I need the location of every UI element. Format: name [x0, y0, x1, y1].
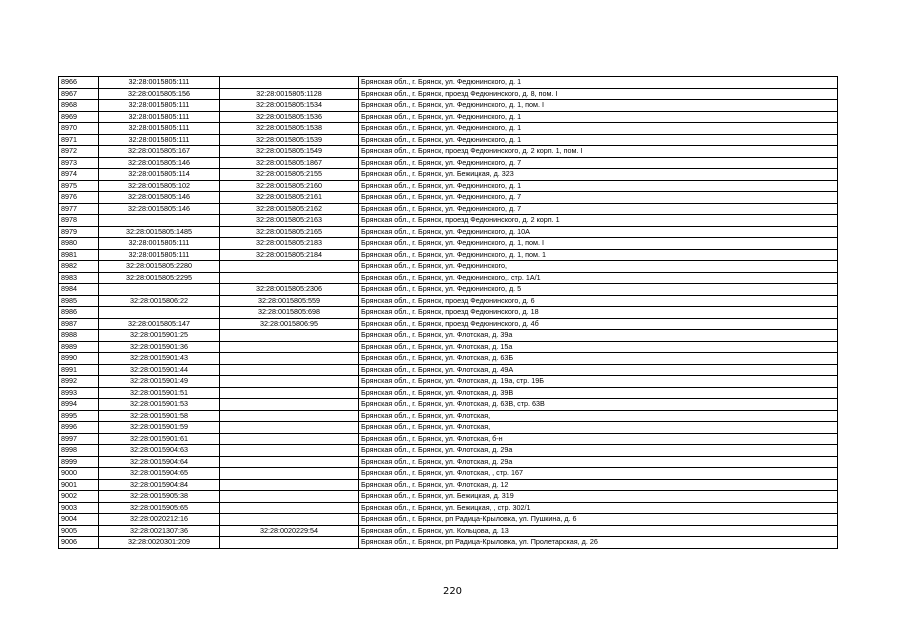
row-number-cell: 9005 — [59, 525, 99, 537]
table-row — [59, 514, 838, 526]
row-number-cell: 8998 — [59, 445, 99, 457]
row-number-cell: 9006 — [59, 537, 99, 549]
row-number-cell: 8975 — [59, 180, 99, 192]
cadastral-number-cell — [99, 284, 220, 296]
cadastral-number-cell: 32:28:0015901:49 — [99, 376, 220, 388]
row-number-cell: 9003 — [59, 502, 99, 514]
table-row — [59, 272, 838, 284]
registry-table-body — [59, 77, 838, 549]
row-number-cell: 8969 — [59, 111, 99, 123]
cadastral-number-cell: 32:28:0015901:61 — [99, 433, 220, 445]
row-number-cell: 8977 — [59, 203, 99, 215]
cadastral-number-cell: 32:28:0015901:36 — [99, 341, 220, 353]
cadastral-number-cell: 32:28:0015806:22 — [99, 295, 220, 307]
table-row — [59, 537, 838, 549]
row-number-cell: 8980 — [59, 238, 99, 250]
cadastral-number-cell: 32:28:0015901:53 — [99, 399, 220, 411]
object-number-cell — [220, 364, 359, 376]
table-row — [59, 134, 838, 146]
object-number-cell: 32:28:0015805:2162 — [220, 203, 359, 215]
address-cell: Брянская обл., г. Брянск, ул. Кольцова, д. 13 — [359, 525, 838, 537]
address-cell: Брянская обл., г. Брянск, ул. Флотская, — [359, 422, 838, 434]
cadastral-number-cell: 32:28:0015805:146 — [99, 203, 220, 215]
table-row — [59, 330, 838, 342]
row-number-cell: 8990 — [59, 353, 99, 365]
row-number-cell: 8992 — [59, 376, 99, 388]
address-cell: Брянская обл., г. Брянск, ул. Федюнинского,. стр. 1А/1 — [359, 272, 838, 284]
object-number-cell — [220, 261, 359, 273]
table-row — [59, 146, 838, 158]
cadastral-number-cell: 32:28:0015905:38 — [99, 491, 220, 503]
table-row — [59, 284, 838, 296]
row-number-cell: 9002 — [59, 491, 99, 503]
address-cell: Брянская обл., г. Брянск, ул. Флотская, д. 39а — [359, 330, 838, 342]
row-number-cell: 8988 — [59, 330, 99, 342]
address-cell: Брянская обл., г. Брянск, проезд Федюнинского, д. 8, пом. I — [359, 88, 838, 100]
table-row — [59, 456, 838, 468]
object-number-cell — [220, 456, 359, 468]
cadastral-number-cell: 32:28:0015805:146 — [99, 157, 220, 169]
object-number-cell — [220, 376, 359, 388]
address-cell: Брянская обл., г. Брянск, ул. Флотская, д. 29а — [359, 445, 838, 457]
object-number-cell — [220, 433, 359, 445]
address-cell: Брянская обл., г. Брянск, рп Радица-Крыловка, ул. Пушкина, д. 6 — [359, 514, 838, 526]
address-cell: Брянская обл., г. Брянск, ул. Федюнинского, д. 7 — [359, 157, 838, 169]
cadastral-number-cell: 32:28:0015805:111 — [99, 249, 220, 261]
row-number-cell: 8999 — [59, 456, 99, 468]
cadastral-number-cell: 32:28:0015805:102 — [99, 180, 220, 192]
object-number-cell: 32:28:0015805:1536 — [220, 111, 359, 123]
address-cell: Брянская обл., г. Брянск, ул. Бежицкая, д. 319 — [359, 491, 838, 503]
row-number-cell: 8967 — [59, 88, 99, 100]
object-number-cell: 32:28:0015805:2184 — [220, 249, 359, 261]
cadastral-number-cell: 32:28:0015805:167 — [99, 146, 220, 158]
address-cell: Брянская обл., г. Брянск, ул. Федюнинского, д. 5 — [359, 284, 838, 296]
row-number-cell: 8984 — [59, 284, 99, 296]
object-number-cell: 32:28:0015805:2163 — [220, 215, 359, 227]
cadastral-number-cell: 32:28:0020212:16 — [99, 514, 220, 526]
row-number-cell: 8968 — [59, 100, 99, 112]
object-number-cell — [220, 479, 359, 491]
row-number-cell: 8993 — [59, 387, 99, 399]
table-row — [59, 111, 838, 123]
table-row — [59, 353, 838, 365]
table-row — [59, 502, 838, 514]
table-row — [59, 295, 838, 307]
table-row — [59, 387, 838, 399]
table-row — [59, 261, 838, 273]
page-number: 220 — [442, 586, 463, 597]
address-cell: Брянская обл., г. Брянск, ул. Федюнинского, д. 1 — [359, 134, 838, 146]
address-cell: Брянская обл., г. Брянск, проезд Федюнинского, д. 18 — [359, 307, 838, 319]
row-number-cell: 8997 — [59, 433, 99, 445]
address-cell: Брянская обл., г. Брянск, проезд Федюнинского, д. 2 корп. 1, пом. I — [359, 146, 838, 158]
object-number-cell: 32:28:0015805:698 — [220, 307, 359, 319]
cadastral-number-cell: 32:28:0015805:156 — [99, 88, 220, 100]
object-number-cell — [220, 272, 359, 284]
row-number-cell: 8970 — [59, 123, 99, 135]
cadastral-number-cell: 32:28:0015904:63 — [99, 445, 220, 457]
object-number-cell — [220, 502, 359, 514]
table-row — [59, 88, 838, 100]
row-number-cell: 8981 — [59, 249, 99, 261]
object-number-cell — [220, 387, 359, 399]
row-number-cell: 8974 — [59, 169, 99, 181]
address-cell: Брянская обл., г. Брянск, ул. Флотская, , стр. 167 — [359, 468, 838, 480]
address-cell: Брянская обл., г. Брянск, ул. Флотская, д. 63Б — [359, 353, 838, 365]
row-number-cell: 8991 — [59, 364, 99, 376]
table-row — [59, 192, 838, 204]
row-number-cell: 8979 — [59, 226, 99, 238]
address-cell: Брянская обл., г. Брянск, ул. Флотская, д. 12 — [359, 479, 838, 491]
row-number-cell: 8972 — [59, 146, 99, 158]
object-number-cell: 32:28:0015805:1534 — [220, 100, 359, 112]
object-number-cell — [220, 491, 359, 503]
cadastral-number-cell: 32:28:0015901:58 — [99, 410, 220, 422]
address-cell: Брянская обл., г. Брянск, ул. Федюнинского, д. 1, пом. 1 — [359, 249, 838, 261]
object-number-cell: 32:28:0015805:1539 — [220, 134, 359, 146]
cadastral-number-cell: 32:28:0015901:25 — [99, 330, 220, 342]
cadastral-number-cell: 32:28:0015805:2295 — [99, 272, 220, 284]
address-cell: Брянская обл., г. Брянск, ул. Федюнинского, — [359, 261, 838, 273]
table-row — [59, 180, 838, 192]
row-number-cell: 8983 — [59, 272, 99, 284]
table-row — [59, 307, 838, 319]
object-number-cell — [220, 330, 359, 342]
table-row — [59, 422, 838, 434]
table-row — [59, 203, 838, 215]
row-number-cell: 8989 — [59, 341, 99, 353]
table-row — [59, 433, 838, 445]
object-number-cell: 32:28:0015805:1549 — [220, 146, 359, 158]
address-cell: Брянская обл., г. Брянск, ул. Федюнинского, д. 7 — [359, 192, 838, 204]
cadastral-number-cell: 32:28:0015805:111 — [99, 238, 220, 250]
table-row — [59, 77, 838, 89]
cadastral-number-cell: 32:28:0015904:65 — [99, 468, 220, 480]
table-row — [59, 238, 838, 250]
object-number-cell: 32:28:0015805:2160 — [220, 180, 359, 192]
cadastral-number-cell: 32:28:0015904:84 — [99, 479, 220, 491]
cadastral-number-cell: 32:28:0021307:36 — [99, 525, 220, 537]
object-number-cell: 32:28:0015805:559 — [220, 295, 359, 307]
table-row — [59, 525, 838, 537]
address-cell: Брянская обл., г. Брянск, ул. Флотская, д. 49А — [359, 364, 838, 376]
address-cell: Брянская обл., г. Брянск, рп Радица-Крыловка, ул. Пролетарская, д. 26 — [359, 537, 838, 549]
object-number-cell: 32:28:0015805:2155 — [220, 169, 359, 181]
table-row — [59, 100, 838, 112]
object-number-cell: 32:28:0015805:1538 — [220, 123, 359, 135]
table-row — [59, 479, 838, 491]
cadastral-number-cell: 32:28:0015901:51 — [99, 387, 220, 399]
address-cell: Брянская обл., г. Брянск, ул. Флотская, д. 19а, стр. 19Б — [359, 376, 838, 388]
object-number-cell: 32:28:0015806:95 — [220, 318, 359, 330]
row-number-cell: 8976 — [59, 192, 99, 204]
address-cell: Брянская обл., г. Брянск, проезд Федюнинского, д. 2 корп. 1 — [359, 215, 838, 227]
table-row — [59, 123, 838, 135]
row-number-cell: 8971 — [59, 134, 99, 146]
row-number-cell: 8985 — [59, 295, 99, 307]
object-number-cell — [220, 399, 359, 411]
object-number-cell: 32:28:0020229:54 — [220, 525, 359, 537]
cadastral-number-cell: 32:28:0015805:111 — [99, 77, 220, 89]
cadastral-number-cell: 32:28:0015805:111 — [99, 111, 220, 123]
row-number-cell: 9000 — [59, 468, 99, 480]
address-cell: Брянская обл., г. Брянск, ул. Федюнинского, д. 1 — [359, 77, 838, 89]
object-number-cell: 32:28:0015805:2161 — [220, 192, 359, 204]
address-cell: Брянская обл., г. Брянск, ул. Федюнинского, д. 1 — [359, 180, 838, 192]
object-number-cell — [220, 77, 359, 89]
cadastral-number-cell: 32:28:0020301:209 — [99, 537, 220, 549]
object-number-cell — [220, 514, 359, 526]
row-number-cell: 9001 — [59, 479, 99, 491]
table-row — [59, 249, 838, 261]
cadastral-number-cell: 32:28:0015901:59 — [99, 422, 220, 434]
address-cell: Брянская обл., г. Брянск, ул. Федюнинского, д. 1, пом. I — [359, 238, 838, 250]
object-number-cell — [220, 537, 359, 549]
row-number-cell: 8987 — [59, 318, 99, 330]
row-number-cell: 8994 — [59, 399, 99, 411]
table-row — [59, 226, 838, 238]
address-cell: Брянская обл., г. Брянск, ул. Бежицкая, д. 323 — [359, 169, 838, 181]
object-number-cell: 32:28:0015805:2165 — [220, 226, 359, 238]
table-row — [59, 215, 838, 227]
cadastral-number-cell: 32:28:0015901:44 — [99, 364, 220, 376]
object-number-cell: 32:28:0015805:1128 — [220, 88, 359, 100]
address-cell: Брянская обл., г. Брянск, проезд Федюнинского, д. 4б — [359, 318, 838, 330]
row-number-cell: 8982 — [59, 261, 99, 273]
address-cell: Брянская обл., г. Брянск, ул. Флотская, д. 63В, стр. 63В — [359, 399, 838, 411]
address-cell: Брянская обл., г. Брянск, ул. Флотская, д. 29а — [359, 456, 838, 468]
address-cell: Брянская обл., г. Брянск, ул. Федюнинского, д. 1, пом. I — [359, 100, 838, 112]
address-cell: Брянская обл., г. Брянск, ул. Федюнинского, д. 7 — [359, 203, 838, 215]
row-number-cell: 8986 — [59, 307, 99, 319]
object-number-cell — [220, 445, 359, 457]
table-row — [59, 376, 838, 388]
object-number-cell: 32:28:0015805:2183 — [220, 238, 359, 250]
cadastral-number-cell: 32:28:0015901:43 — [99, 353, 220, 365]
table-row — [59, 399, 838, 411]
table-row — [59, 318, 838, 330]
address-cell: Брянская обл., г. Брянск, проезд Федюнинского, д. 6 — [359, 295, 838, 307]
table-row — [59, 468, 838, 480]
table-row — [59, 341, 838, 353]
address-cell: Брянская обл., г. Брянск, ул. Бежицкая, , стр. 302/1 — [359, 502, 838, 514]
row-number-cell: 8978 — [59, 215, 99, 227]
table-row — [59, 169, 838, 181]
row-number-cell: 8973 — [59, 157, 99, 169]
cadastral-number-cell: 32:28:0015805:2280 — [99, 261, 220, 273]
address-cell: Брянская обл., г. Брянск, ул. Флотская, — [359, 410, 838, 422]
object-number-cell — [220, 341, 359, 353]
registry-table — [58, 76, 838, 549]
cadastral-number-cell: 32:28:0015805:146 — [99, 192, 220, 204]
address-cell: Брянская обл., г. Брянск, ул. Федюнинского, д. 10А — [359, 226, 838, 238]
address-cell: Брянская обл., г. Брянск, ул. Федюнинского, д. 1 — [359, 111, 838, 123]
address-cell: Брянская обл., г. Брянск, ул. Флотская, б-н — [359, 433, 838, 445]
address-cell: Брянская обл., г. Брянск, ул. Федюнинского, д. 1 — [359, 123, 838, 135]
object-number-cell: 32:28:0015805:1867 — [220, 157, 359, 169]
table-row — [59, 157, 838, 169]
object-number-cell — [220, 422, 359, 434]
cadastral-number-cell: 32:28:0015905:65 — [99, 502, 220, 514]
object-number-cell — [220, 353, 359, 365]
row-number-cell: 8996 — [59, 422, 99, 434]
cadastral-number-cell: 32:28:0015805:1485 — [99, 226, 220, 238]
cadastral-number-cell — [99, 215, 220, 227]
cadastral-number-cell: 32:28:0015805:147 — [99, 318, 220, 330]
row-number-cell: 9004 — [59, 514, 99, 526]
object-number-cell — [220, 410, 359, 422]
table-row — [59, 445, 838, 457]
address-cell: Брянская обл., г. Брянск, ул. Флотская, д. 15а — [359, 341, 838, 353]
cadastral-number-cell — [99, 307, 220, 319]
object-number-cell: 32:28:0015805:2306 — [220, 284, 359, 296]
cadastral-number-cell: 32:28:0015904:64 — [99, 456, 220, 468]
table-row — [59, 410, 838, 422]
cadastral-number-cell: 32:28:0015805:114 — [99, 169, 220, 181]
row-number-cell: 8995 — [59, 410, 99, 422]
object-number-cell — [220, 468, 359, 480]
table-row — [59, 364, 838, 376]
cadastral-number-cell: 32:28:0015805:111 — [99, 123, 220, 135]
address-cell: Брянская обл., г. Брянск, ул. Флотская, д. 39В — [359, 387, 838, 399]
table-row — [59, 491, 838, 503]
cadastral-number-cell: 32:28:0015805:111 — [99, 100, 220, 112]
row-number-cell: 8966 — [59, 77, 99, 89]
cadastral-number-cell: 32:28:0015805:111 — [99, 134, 220, 146]
